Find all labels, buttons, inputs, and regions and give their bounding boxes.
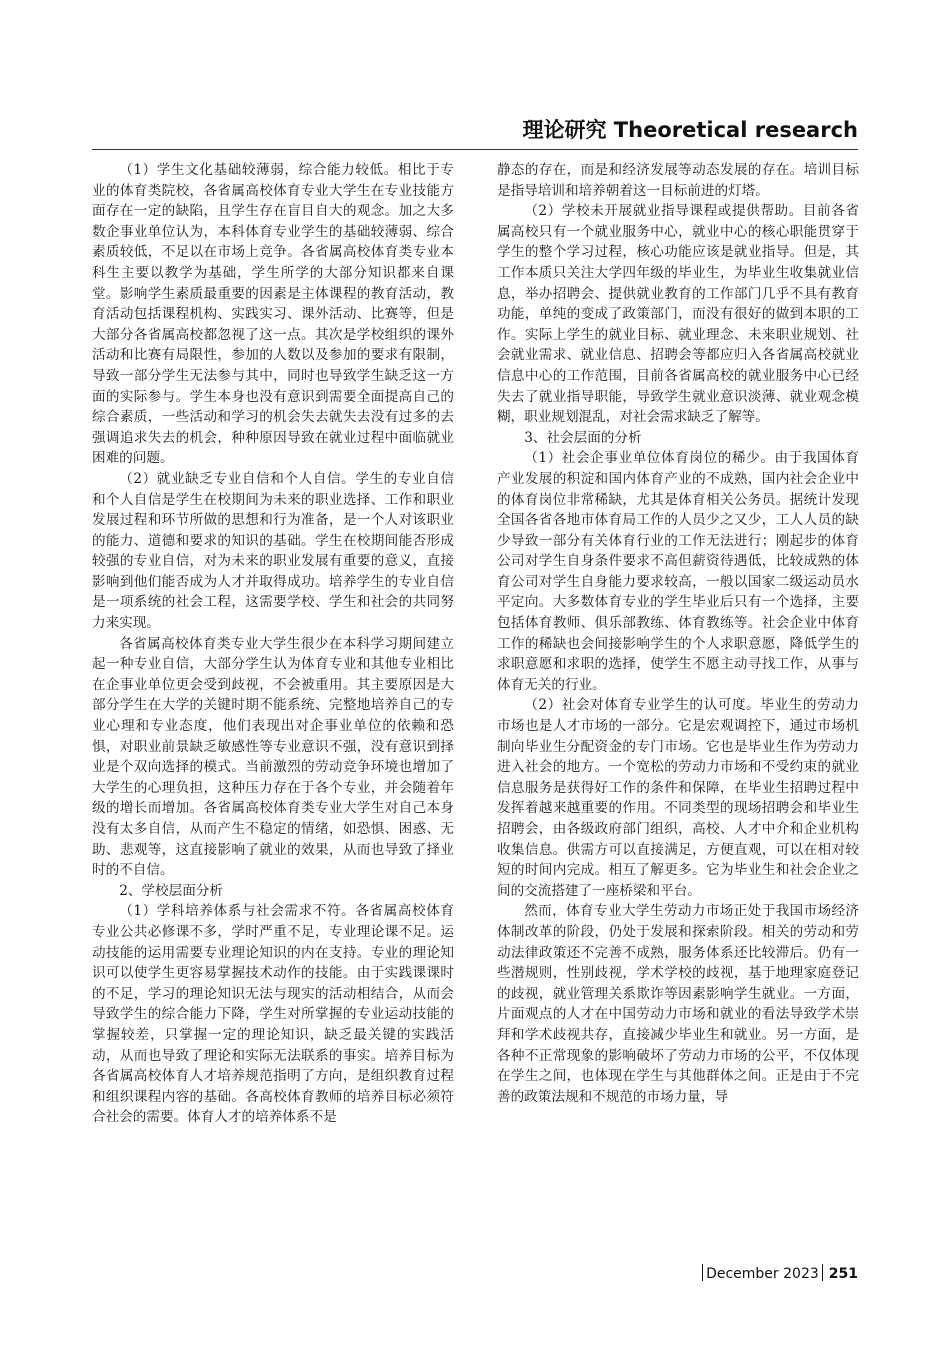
page-footer	[699, 1264, 858, 1282]
paragraph: 各省属高校体育类专业大学生很少在本科学习期间建立起一种专业自信，大部分学生认为体育专业和其他专业相比在企事业单位更会受到歧视，不会被重用。其主要原因是大部分学生在大学的关键时期不能系统、完整地培养自己的专业心理和专业态度，他们表现出对企事业单位的依赖和恐惧，对职业前景缺乏敏感性等专业意识不强，没有意识到择业是个双向选择的模式。当前激烈的劳动竞争环境也增加了大学生的心理负担，这种压力存在于各个专业，并会随着年级的增长而增加。各省属高校体育类专业大学生对自己本身没有太多自信，从而产生不稳定的情绪，如恐惧、困惑、无助、悲观等，这直接影响了就业的效果，从而也导致了择业时的不自信。	[92, 635, 454, 879]
right-column	[497, 160, 859, 1107]
page-number: 251	[828, 1266, 858, 1282]
paragraph: （1）学生文化基础较薄弱，综合能力较低。相比于专业的体育类院校，各省属高校体育专业大学生在专业技能方面存在一定的缺陷，且学生存在盲目自大的观念。加之大多数企事业单位认为，本科体育专业学生的基础较薄弱、综合素质较低，不足以在市场上竞争。各省属高校体育类专业本科生主要以教学为基础，学生所学的大部分知识都来自课堂。影响学生素质最重要的因素是主体课程的教育活动，教育活动包括课程机构、实践实习、课外活动、比赛等，但是大部分各省属高校都忽视了这一点。其次是学校组织的课外活动和比赛有局限性，参加的人数以及参加的要求有限制，导致一部分学生无法参与其中，同时也导致学生缺乏这一方面的实际参与。学生本身也没有意识到需要全面提高自己的综合素质，一些活动和学习的机会失去就失去没有过多的去强调追求失去的机会，种种原因导致在就业过程中面临就业困难的问题。	[92, 162, 454, 467]
issue-date: December 2023	[706, 1266, 819, 1282]
paragraph: （1）学科培养体系与社会需求不符。各省属高校体育专业公共必修课不多，学时严重不足，专业理论课不足。运动技能的运用需要专业理论知识的内在支持。专业的理论知识可以使学生更容易掌握技术动作的技能。由于实践课课时的不足，学习的理论知识无法与现实的活动相结合，从而会导致学生的综合能力下降，学生对所掌握的专业运动技能的掌握较差，只掌握一定的理论知识，缺乏最关键的实践活动，从而也导致了理论和实际无法联系的事实。培养目标为各省属高校体育人才培养规范指明了方向，是组织教育过程和组织课程内容的基础。各高校体育教师的培养目标必须符合社会的需要。体育人才的培养体系不是	[92, 903, 454, 1126]
footer-divider	[702, 1264, 703, 1281]
header-rule	[92, 149, 858, 150]
subsection-heading: 2、学校层面分析	[119, 882, 223, 899]
subsection-heading: 3、社会层面的分析	[524, 429, 642, 446]
left-column	[92, 160, 454, 1128]
paragraph: （1）社会企事业单位体育岗位的稀少。由于我国体育产业发展的积淀和国内体育产业的不成熟，国内社会企业中的体育岗位非常稀缺，尤其是体育相关公务员。据统计发现全国各省各地市体育局工作的人员少之又少，工人人员的缺少导致一部分有关体育行业的工作无法进行；刚起步的体育公司对学生自身条件要求不高但薪资待遇低，比较成熟的体育公司对学生自身能力要求较高，一般以国家二级运动员水平定向。大多数体育专业的学生毕业后只有一个选择，主要包括体育教师、俱乐部教练、体育教练等。社会企业中体育工作的稀缺也会间接影响学生的个人求职意愿，降低学生的求职意愿和求职的选择，使学生不愿主动寻找工作，从事与体育无关的行业。	[497, 450, 859, 693]
paragraph: （2）社会对体育专业学生的认可度。毕业生的劳动力市场也是人才市场的一部分。它是宏观调控下，通过市场机制向毕业生分配资金的专门市场。它也是毕业生作为劳动力进入社会的地方。一个宽松的劳动力市场和不受约束的就业信息服务是获得好工作的条件和保障，在毕业生招聘过程中发挥着越来越重要的作用。不同类型的现场招聘会和毕业生招聘会，由各级政府部门组织，高校、人才中介和企业机构收集信息。供需方可以直接满足，方便直观，可以在相对较短的时间内完成。相互了解更多。它为毕业生和社会企业之间的交流搭建了一座桥梁和平台。	[497, 697, 859, 899]
section-title: 理论研究 Theoretical research	[522, 118, 858, 142]
paragraph: （2）学校未开展就业指导课程或提供帮助。目前各省属高校只有一个就业服务中心，就业中心的核心职能贯穿于学生的整个学习过程，核心功能应该是就业指导。但是，其工作本质只关注大学四年级的毕业生，为毕业生收集就业信息，举办招聘会、提供就业教育的工作部门几乎不具有教育功能，单纯的变成了政策部门，而没有很好的做到本职的工作。实际上学生的就业目标、就业理念、未来职业规划、社会就业需求、就业信息、招聘会等都应归入各省属高校就业信息中心的工作范围，目前各省属高校的就业服务中心已经失去了就业指导职能，导致学生就业意识淡薄、就业观念模糊，职业规划混乱，对社会需求缺乏了解等。	[497, 203, 859, 426]
paragraph: （2）就业缺乏专业自信和个人自信。学生的专业自信和个人自信是学生在校期间为未来的职业选择、工作和职业发展过程和环节所做的思想和行为准备，是一个人对该职业的能力、道德和要求的知识的基础。学生在校期间能否形成较强的专业自信，对为未来的职业发展有重要的意义，直接影响到他们能否成为人才并取得成功。培养学生的专业自信是一项系统的社会工程，这需要学校、学生和社会的共同努力来实现。	[92, 470, 454, 632]
paragraph-continued: 静态的存在，而是和经济发展等动态发展的存在。培训目标是指导培训和培养朝着这一目标前进的灯塔。	[497, 162, 859, 199]
footer-divider	[822, 1264, 823, 1281]
paragraph: 然而，体育专业大学生劳动力市场正处于我国市场经济体制改革的阶段，仍处于发展和探索阶段。相关的劳动和劳动法律政策还不完善不成熟，服务体系还比较滞后。仍有一些潜规则，性别歧视，学术学校的歧视，基于地理家庭登记的歧视，就业管理关系欺诈等因素影响学生就业。一方面，片面观点的人才在中国劳动力市场和就业的看法导致学术崇拜和学术歧视共存，直接减少毕业生和就业。另一方面，是各种不正常现象的影响破坏了劳动力市场的公平，不仅体现在学生之间，也体现在学生与其他群体之间。正是由于不完善的政策法规和不规范的市场力量，导	[497, 903, 859, 1105]
